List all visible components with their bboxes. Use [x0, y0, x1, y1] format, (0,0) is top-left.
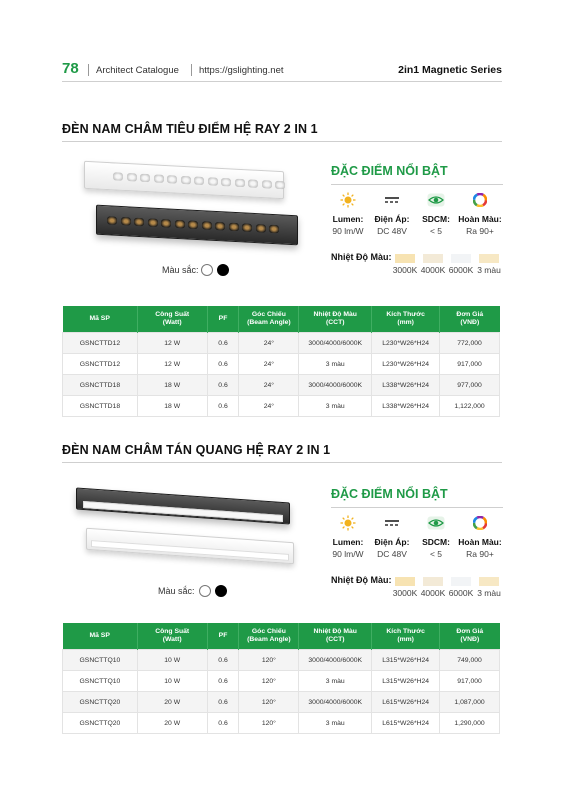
table-cell: GSNCTTQ20: [63, 692, 138, 713]
white-fixture: [86, 528, 294, 565]
column-header: PF: [207, 623, 239, 650]
column-header: Kích Thước (mm): [372, 623, 440, 650]
table-cell: 917,000: [440, 354, 500, 375]
column-header: Góc Chiếu (Beam Angle): [239, 306, 299, 333]
table-cell: L315*W26*H24: [372, 650, 440, 671]
table-cell: 120°: [239, 713, 299, 734]
table-cell: 3000/4000/6000K: [299, 650, 372, 671]
lens-dot: [175, 220, 185, 229]
table-cell: 3 màu: [299, 671, 372, 692]
spec-sdcm: SDCM: < 5: [414, 515, 458, 559]
column-header: Đơn Giá (VNĐ): [440, 623, 500, 650]
black-fixture: [96, 205, 298, 246]
cct-label: Nhiệt Độ Màu:: [331, 252, 392, 262]
features-title: ĐẶC ĐIỂM NỔI BẬT: [331, 164, 448, 178]
table-row: [63, 713, 500, 734]
section-title: ĐÈN NAM CHÂM TIÊU ĐIỂM HỆ RAY 2 IN 1: [62, 122, 318, 136]
cct-swatch-4000k: [423, 577, 443, 586]
table-cell: 20 W: [137, 692, 207, 713]
sun-icon: [340, 515, 356, 531]
table-cell: L338*W26*H24: [372, 375, 440, 396]
header-divider: [88, 64, 89, 76]
cct-swatch-3-colors: [479, 577, 499, 586]
features-block: ĐẶC ĐIỂM NỔI BẬT Lumen: 90 lm/W Điện Áp: DC 48V SDCM: < 5 Hoàn Màu: Ra 90+ Nhiệt Độ Màu: 3000K 4000K 6000K 3 màu: [331, 164, 503, 284]
column-header: Mã SP: [63, 623, 138, 650]
color-wheel-icon: [473, 193, 487, 207]
lens-dot: [229, 223, 239, 232]
white-color-swatch[interactable]: [201, 264, 213, 276]
lens-dot: [202, 221, 212, 230]
lens-dot: [140, 174, 150, 183]
color-label: Màu sắc:: [162, 265, 199, 275]
table-row: [63, 375, 500, 396]
table-cell: 24°: [239, 396, 299, 417]
lens-dot: [275, 181, 285, 190]
spec-sdcm: SDCM: < 5: [414, 192, 458, 236]
product-image: [62, 160, 322, 300]
series-title: 2in1 Magnetic Series: [398, 64, 502, 76]
table-row: [63, 671, 500, 692]
cct-swatch-4000k: [423, 254, 443, 263]
table-cell: GSNCTTQ10: [63, 650, 138, 671]
lens-dot: [121, 217, 131, 226]
table-cell: GSNCTTD12: [63, 354, 138, 375]
table-cell: 3 màu: [299, 354, 372, 375]
sun-icon: [340, 192, 356, 208]
table-cell: 1,122,000: [440, 396, 500, 417]
color-wheel-icon: [473, 516, 487, 530]
table-cell: L230*W26*H24: [372, 333, 440, 354]
column-header: Nhiệt Độ Màu (CCT): [299, 623, 372, 650]
spec-voltage: Điện Áp: DC 48V: [370, 515, 414, 559]
table-cell: GSNCTTQ10: [63, 671, 138, 692]
features-title: ĐẶC ĐIỂM NỔI BẬT: [331, 487, 448, 501]
cct-label: Nhiệt Độ Màu:: [331, 575, 392, 585]
header-rule: [62, 81, 502, 82]
spec-cri: Hoàn Màu: Ra 90+: [458, 515, 502, 559]
table-cell: 18 W: [137, 396, 207, 417]
table-cell: 12 W: [137, 333, 207, 354]
table-cell: 24°: [239, 375, 299, 396]
table-cell: 3 màu: [299, 396, 372, 417]
lens-dot: [148, 218, 158, 227]
table-cell: 18 W: [137, 375, 207, 396]
table-cell: 1,087,000: [440, 692, 500, 713]
table-cell: 20 W: [137, 713, 207, 734]
table-cell: L230*W26*H24: [372, 354, 440, 375]
table-cell: 10 W: [137, 671, 207, 692]
website-link[interactable]: https://gslighting.net: [199, 65, 284, 76]
column-header: Kích Thước (mm): [372, 306, 440, 333]
table-cell: 0.6: [207, 650, 239, 671]
product-table-spot: [62, 306, 500, 417]
lens-dot: [127, 173, 137, 182]
table-cell: 0.6: [207, 692, 239, 713]
table-cell: 12 W: [137, 354, 207, 375]
table-row: [63, 354, 500, 375]
table-cell: 3 màu: [299, 713, 372, 734]
page-number: 78: [62, 60, 79, 77]
spec-lumen: Lumen: 90 lm/W: [326, 192, 370, 236]
column-header: Mã SP: [63, 306, 138, 333]
cct-swatch-6000k: [451, 254, 471, 263]
lens-dot: [188, 221, 198, 230]
white-color-swatch[interactable]: [199, 585, 211, 597]
table-cell: L338*W26*H24: [372, 396, 440, 417]
table-cell: 1,290,000: [440, 713, 500, 734]
lens-dot: [181, 176, 191, 185]
table-cell: L315*W26*H24: [372, 671, 440, 692]
lens-dot: [242, 223, 252, 232]
dc-voltage-icon: [384, 192, 400, 208]
product-table-diffuse: [62, 623, 500, 734]
column-header: Góc Chiếu (Beam Angle): [239, 623, 299, 650]
table-header-row: [63, 623, 500, 650]
lens-dot: [262, 180, 272, 189]
column-header: Công Suất (Watt): [137, 623, 207, 650]
lens-dot: [113, 172, 123, 181]
lens-dot: [161, 219, 171, 228]
table-cell: 120°: [239, 650, 299, 671]
table-header-row: [63, 306, 500, 333]
cct-swatch-3000k: [395, 577, 415, 586]
column-header: Nhiệt Độ Màu (CCT): [299, 306, 372, 333]
column-header: Đơn Giá (VNĐ): [440, 306, 500, 333]
table-cell: 0.6: [207, 396, 239, 417]
table-cell: 749,000: [440, 650, 500, 671]
table-cell: GSNCTTD18: [63, 396, 138, 417]
table-cell: L615*W26*H24: [372, 713, 440, 734]
table-cell: 0.6: [207, 375, 239, 396]
table-cell: 3000/4000/6000K: [299, 692, 372, 713]
column-header: PF: [207, 306, 239, 333]
table-cell: 0.6: [207, 354, 239, 375]
spec-voltage: Điện Áp: DC 48V: [370, 192, 414, 236]
table-cell: 3000/4000/6000K: [299, 375, 372, 396]
table-row: [63, 650, 500, 671]
table-cell: GSNCTTQ20: [63, 713, 138, 734]
table-cell: 772,000: [440, 333, 500, 354]
table-cell: L615*W26*H24: [372, 692, 440, 713]
lens-dot: [235, 179, 245, 188]
color-label: Màu sắc:: [158, 586, 195, 596]
table-cell: 10 W: [137, 650, 207, 671]
black-color-swatch[interactable]: [215, 585, 227, 597]
header-divider: [191, 64, 192, 76]
table-cell: GSNCTTD18: [63, 375, 138, 396]
lens-dot: [154, 174, 164, 183]
table-cell: GSNCTTD12: [63, 333, 138, 354]
lens-dot: [208, 177, 218, 186]
column-header: Công Suất (Watt): [137, 306, 207, 333]
table-cell: 0.6: [207, 713, 239, 734]
table-cell: 0.6: [207, 333, 239, 354]
eye-icon: [427, 516, 445, 530]
lens-dot: [134, 218, 144, 227]
table-cell: 3000/4000/6000K: [299, 333, 372, 354]
table-cell: 120°: [239, 671, 299, 692]
lens-dot: [269, 225, 279, 234]
table-cell: 24°: [239, 354, 299, 375]
features-block: ĐẶC ĐIỂM NỔI BẬT Lumen: 90 lm/W Điện Áp: DC 48V SDCM: < 5 Hoàn Màu: Ra 90+ Nhiệt Độ Màu: 3000K 4000K 6000K 3 màu: [331, 487, 503, 607]
lens-dot: [248, 179, 258, 188]
section-rule: [62, 462, 502, 463]
white-fixture: [84, 161, 284, 199]
cct-swatch-3000k: [395, 254, 415, 263]
table-row: [63, 692, 500, 713]
cct-swatch-3-colors: [479, 254, 499, 263]
spec-lumen: Lumen: 90 lm/W: [326, 515, 370, 559]
section-rule: [62, 141, 502, 142]
eye-icon: [427, 193, 445, 207]
lens-dot: [215, 222, 225, 231]
table-cell: 0.6: [207, 671, 239, 692]
black-fixture: [76, 488, 290, 525]
table-cell: 120°: [239, 692, 299, 713]
lens-dot: [221, 178, 231, 187]
lens-dot: [194, 177, 204, 186]
table-cell: 977,000: [440, 375, 500, 396]
table-cell: 24°: [239, 333, 299, 354]
table-cell: 917,000: [440, 671, 500, 692]
product-image: [62, 485, 322, 625]
lens-dot: [107, 216, 117, 225]
lens-dot: [256, 224, 266, 233]
section-title: ĐÈN NAM CHÂM TÁN QUANG HỆ RAY 2 IN 1: [62, 443, 331, 457]
cct-swatch-6000k: [451, 577, 471, 586]
table-row: [63, 333, 500, 354]
lens-dot: [167, 175, 177, 184]
table-row: [63, 396, 500, 417]
dc-voltage-icon: [384, 515, 400, 531]
spec-cri: Hoàn Màu: Ra 90+: [458, 192, 502, 236]
page-header: [62, 58, 502, 82]
catalogue-name: Architect Catalogue: [96, 65, 179, 76]
black-color-swatch[interactable]: [217, 264, 229, 276]
